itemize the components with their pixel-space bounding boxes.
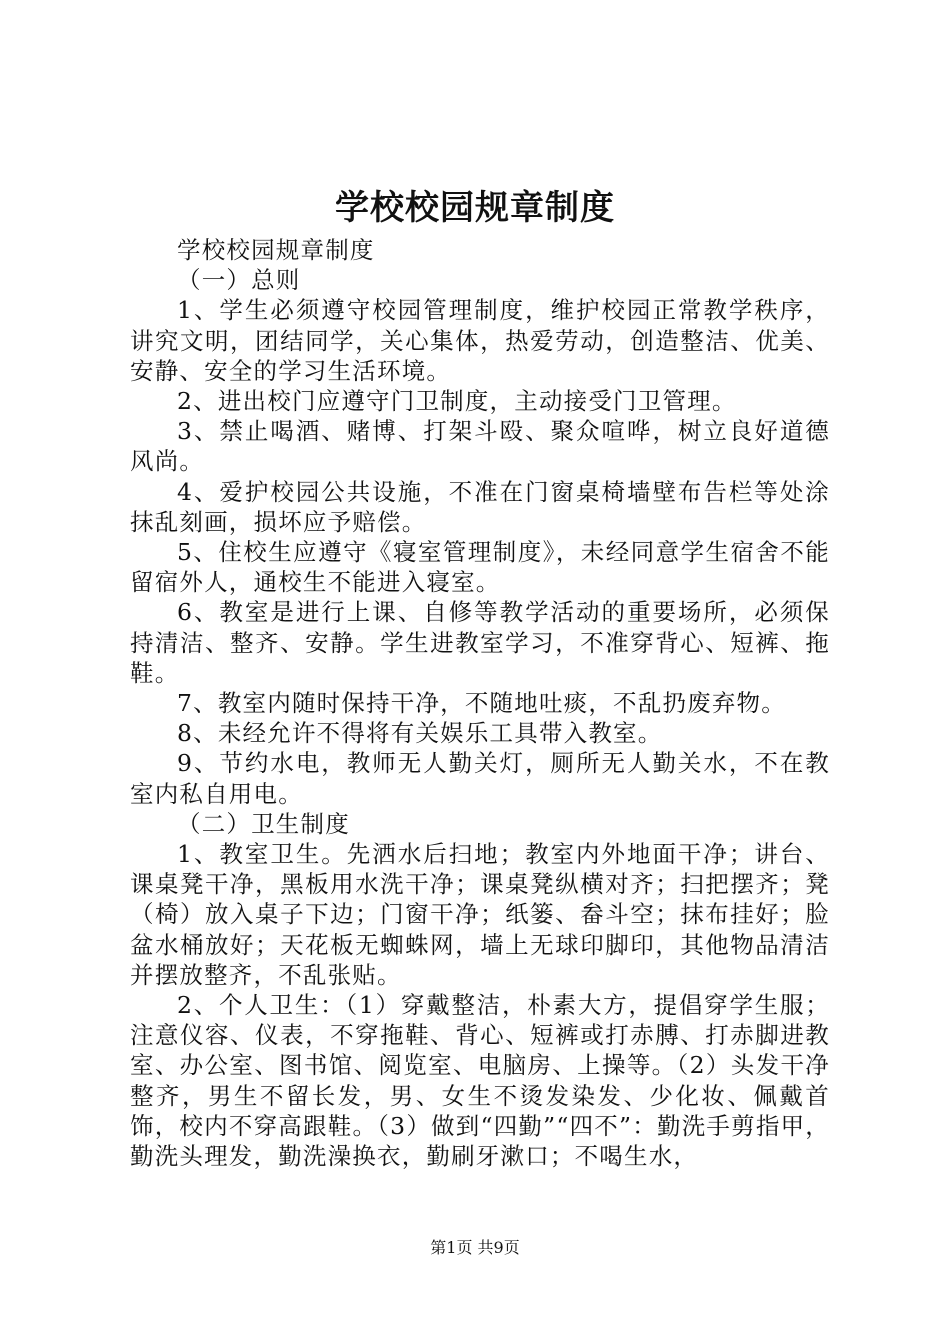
document-title: 学校校园规章制度 [335, 188, 615, 228]
paragraph: 3、禁止喝酒、赌博、打架斗殴、聚众喧哗，树立良好道德风尚。 [130, 417, 830, 476]
paragraph: 8、未经允许不得将有关娱乐工具带入教室。 [177, 719, 663, 748]
page-number-footer: 第1页 共9页 [430, 1238, 520, 1257]
document-body [130, 235, 830, 1171]
paragraph: 9、节约水电，教师无人勤关灯，厕所无人勤关水，不在教室内私自用电。 [130, 749, 830, 808]
section-heading-hygiene: （二）卫生制度 [177, 809, 350, 838]
paragraph: 7、教室内随时保持干净，不随地吐痰，不乱扔废弃物。 [177, 689, 786, 718]
paragraph-subtitle: 学校校园规章制度 [177, 236, 375, 264]
paragraph: 1、学生必须遵守校园管理制度，维护校园正常教学秩序，讲究文明，团结同学，关心集体，热爱劳动，创造整洁、优美、安静、安全的学习生活环境。 [130, 296, 830, 385]
paragraph: 1、教室卫生。先洒水后扫地；教室内外地面干净；讲台、课桌凳干净，黑板用水洗干净；课桌凳纵横对齐；扫把摆齐；凳（椅）放入桌子下边；门窗干净；纸篓、畚斗空；抹布挂好；脸盆水桶放好；天花板无蜘蛛网，墙上无球印脚印，其他物品清洁并摆放整齐，不乱张贴。 [130, 840, 830, 989]
paragraph: 2、个人卫生：（1）穿戴整洁，朴素大方，提倡穿学生服；注意仪容、仪表，不穿拖鞋、背心、短裤或打赤膊、打赤脚进教室、办公室、图书馆、阅览室、电脑房、上操等。（2）头发干净整齐，男生不留长发，男、女生不烫发染发、少化妆、佩戴首饰，校内不穿高跟鞋。（3）做到“四勤”“四不”：勤洗手剪指甲，勤洗头理发，勤洗澡换衣，勤刷牙漱口；不喝生水， [130, 991, 830, 1171]
paragraph: 5、住校生应遵守《寝室管理制度》，未经同意学生宿舍不能留宿外人，通校生不能进入寝室。 [130, 538, 830, 597]
paragraph: 4、爱护校园公共设施，不准在门窗桌椅墙壁布告栏等处涂抹乱刻画，损坏应予赔偿。 [130, 477, 830, 536]
paragraph: 6、教室是进行上课、自修等教学活动的重要场所，必须保持清洁、整齐、安静。学生进教室学习，不准穿背心、短裤、拖鞋。 [130, 598, 830, 687]
section-heading-general: （一）总则 [177, 266, 301, 295]
paragraph: 2、进出校门应遵守门卫制度，主动接受门卫管理。 [177, 387, 737, 416]
